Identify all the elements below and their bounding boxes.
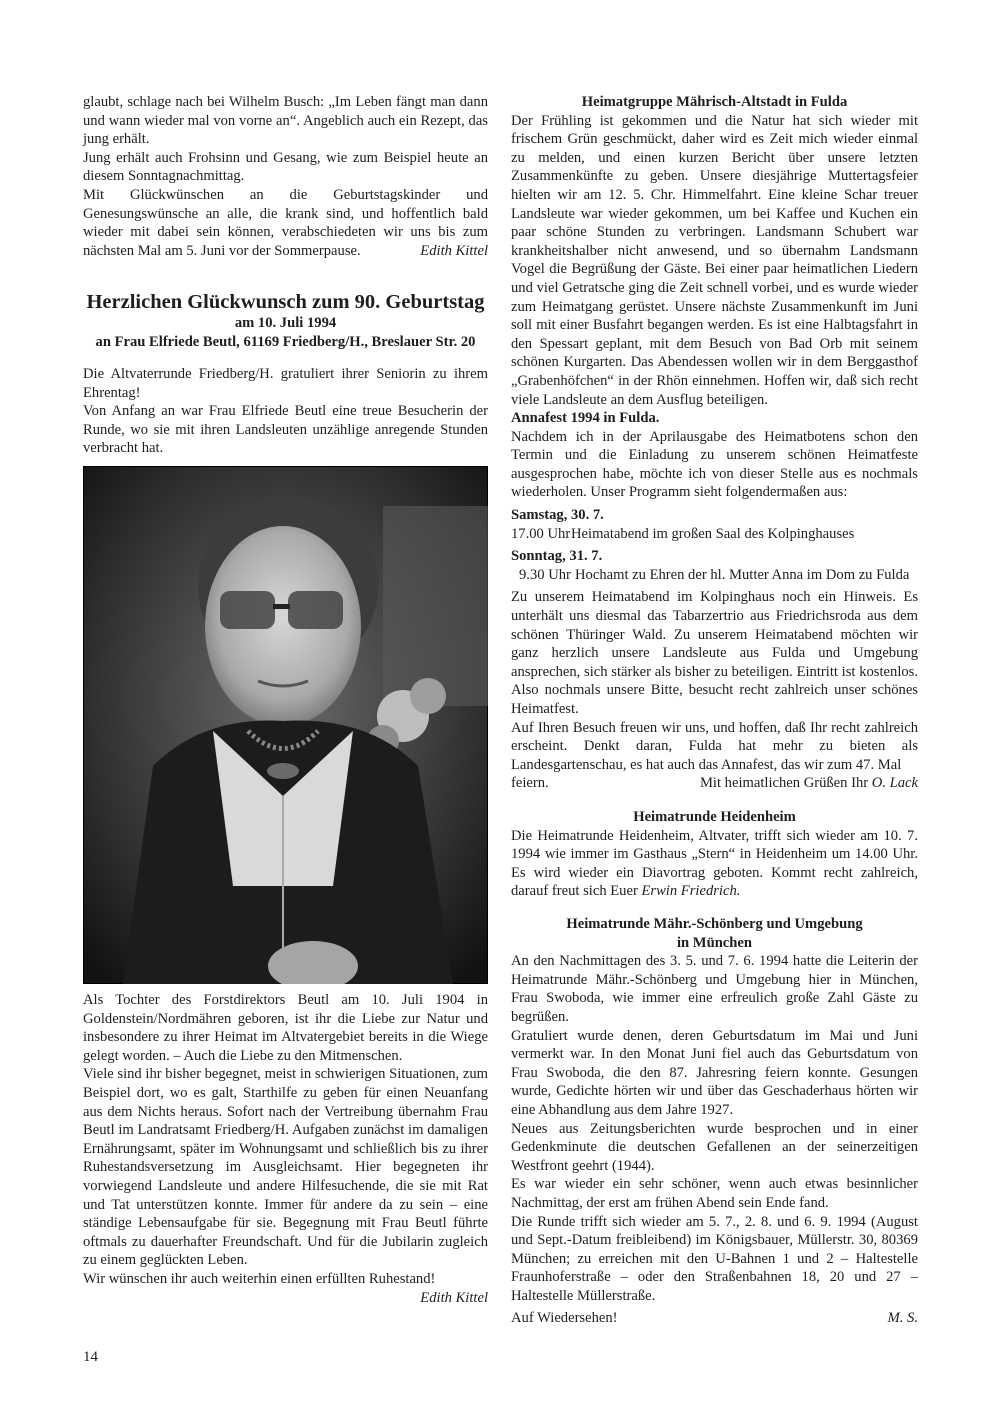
birthday-lead [83, 365, 488, 458]
paragraph: Wir wünschen ihr auch weiterhin einen erfüllten Ruhestand! [83, 1270, 436, 1287]
program-day-label: Samstag, 30. 7. [511, 507, 604, 524]
page-number: 14 [83, 1349, 98, 1365]
birthday-recipient: an Frau Elfriede Beutl, 61169 Friedberg/H., Breslauer Str. 20 [95, 333, 476, 350]
intro-section [83, 93, 488, 260]
program-event: Hochamt zu Ehren der hl. Mutter Anna im Dom zu Fulda [575, 566, 910, 583]
section-title: Heimatgruppe Mährisch-Altstadt in Fulda [581, 94, 848, 110]
paragraph-text: Die Heimatrunde Heidenheim, Altvater, trifft sich wieder am 10. 7. 1994 wie immer im Gasthaus „Stern“ in Heidenheim um 14.00 Uhr. Es wird wieder ein Diavortrag geboten. Kommt recht zahlreich, darauf freut sich Euer [511, 827, 918, 900]
closing-line [511, 1309, 918, 1328]
signature: Erwin Friedrich. [641, 883, 741, 900]
birthday-date: am 10. Juli 1994 [234, 315, 337, 331]
paragraph: Nachdem ich in der Aprilausgabe des Heimatbotens schon den Termin und die Einladung zu unserem schönen Heimatfeste ausgesprochen habe, möchte ich von dieser Stelle aus es nochmals wiederholen. Unser Programm sieht folgendermaßen aus: [511, 428, 918, 501]
program-item [511, 525, 918, 544]
greeting [700, 774, 918, 793]
paragraph: Die Runde trifft sich wieder am 5. 7., 2. 8. und 6. 9. 1994 (August und Sept.-Datum freibleibend) im Königsbauer, Müllerstr. 30, 80369 München; zu erreichen mit den U-Bahnen 1 und 2 – Haltestelle Fraunhoferstraße – oder den Straßenbahnen 18, 20 und 27 – Haltestelle Müllerstraße. [511, 1213, 918, 1304]
signature: Edith Kittel [420, 1289, 488, 1306]
signature: Edith Kittel [420, 242, 488, 259]
fulda-section [511, 93, 918, 793]
paragraph: Viele sind ihr bisher begegnet, meist in schwierigen Situationen, zum Beispiel dort, wo es galt, Starthilfe zu geben für einen Neuanfang aus dem Nichts heraus. Sofort nach der Vertreibung übernahm Frau Beutl im Landratsamt Friedberg/H. Aufgaben zunächst im damaligen Ernährungsamt, später im Wohnungsamt und schließlich bis zu ihrer Ruhestandsversetzung im Ausgleichsamt. Hier begegneten ihr vorwiegend Landsleute und andere Hilfesuchende, die sie mit Rat und Tat unterstützen konnte. Immer für andere da zu sein – eine ständige Lebensaufgabe für sie. Begegnung mit Frau Beutl führte oftmals zu dauerhafter Freundschaft. Und für die Jubilarin zugleich zu einem geglückten Leben. [83, 1066, 488, 1269]
greeting-text: Mit heimatlichen Grüßen Ihr [699, 775, 869, 792]
section-title: Heimatrunde Heidenheim [633, 809, 796, 825]
paragraph: Zu unserem Heimatabend im Kolpinghaus noch ein Hinweis. Es unterhält uns diesmal das Tabarzertrio aus Friedrichsroda aus dem schönen Thüringer Wald. Zu unserem Heimatabend möchten wir ganz herzlich unsere Landsleute aus Fulda und Umgebung ansprechen, sich stärker als bisher zu beteiligen. Eintritt ist kostenlos. Also nochmals unsere Bitte, besucht recht zahlreich unser schönes Heimatfest. [511, 589, 918, 717]
program-event: Heimatabend im großen Saal des Kolpinghauses [571, 525, 855, 542]
paragraph: Als Tochter des Forstdirektors Beutl am 10. Juli 1904 in Goldenstein/Nordmähren geboren, ist ihr die Liebe zur Natur und insbesondere zu ihrer Heimat im Altvatergebiet bereits in die Wiege gelegt worden. – Auch die Liebe zu den Mitmenschen. [83, 992, 488, 1064]
heidenheim-section [511, 808, 918, 901]
paragraph: Neues aus Zeitungsberichten wurde besprochen und in einer Gedenkminute die deutschen Gefallenen an der seinerzeitigen Westfront geehrt (1944). [511, 1120, 918, 1174]
birthday-title: Herzlichen Glückwunsch zum 90. Geburtstag [86, 291, 485, 313]
program-item [511, 566, 918, 585]
paragraph: Mit Glückwünschen an die Geburtstagskinder und Genesungswünsche an alle, die krank sind, und hoffentlich bald wieder mit dabei sein können, verabschiedeten wir uns bis zum nächsten Mal am 5. Juni vor der Sommerpause. [83, 186, 488, 259]
closing-word: feiern. [511, 775, 549, 792]
closing-line [511, 774, 918, 793]
birthday-body [83, 991, 488, 1307]
program-time: 9.30 Uhr [519, 566, 571, 583]
paragraph: An den Nachmittagen des 3. 5. und 7. 6. 1994 hatte die Leiterin der Heimatrunde Mähr.-Schönberg und Umgebung hier in München, Frau Swoboda, wie immer eine erfreulich große Zahl Gäste zu begrüßen. [511, 953, 918, 1025]
paragraph: Die Altvaterrunde Friedberg/H. gratuliert ihrer Seniorin zu ihrem Ehrentag! [83, 366, 488, 401]
paragraph: glaubt, schlage nach bei Wilhelm Busch: „Im Leben fängt man dann und wann wieder mal von vorne an“. Angeblich auch ein Rezept, das jung erhält. [83, 94, 488, 148]
paragraph: Der Frühling ist gekommen und die Natur hat sich wieder mit frischem Grün geschmückt, daher wird es Zeit mich wieder einmal zu melden, und einen kurzen Bericht über unsere letzten Zusammenkünfte zu geben. Unsere diesjährige Muttertagsfeier hielten wir am 12. 5. Chr. Himmelfahrt. Eine kleine Schar treuer Landsleute war wieder gekommen, um bei Kaffee und Kuchen ein paar schöne Stunden zu verbringen. Landsmann Schubert war krankheitshalber nicht anwesend, und so übernahm Landsmann Vogel die Begrüßung der Gäste. Bei einer paar heimatlichen Liedern und viel Getratsche ging die Zeit schnell vorbei, und es wurde wieder zum Heimatgang gerüstet. Unsere nächste Zusammenkunft im Juni soll mit einer Busfahrt begangen werden. Es ist eine Halbtagsfahrt in den Spessart geplant, mit dem Besuch von Bad Orb mit seinem schönen Kurgarten. Das Abendessen wollen wir in dem Berggasthof „Grabenhöfchen“ in der Rhön einnehmen. Hoffen wir, daß sich recht viele Landsleute an dem Ausflug beteiligen. [511, 112, 918, 408]
paragraph: Jung erhält auch Frohsinn und Gesang, wie zum Beispiel heute an diesem Sonntagnachmittag. [83, 149, 488, 185]
paragraph: Gratuliert wurde denen, deren Geburtsdatum im Mai und Juni vermerkt war. In den Monat Juni fiel auch das Geburtsdatum von Frau Swoboda, die den 87. Jahresring feiern konnte. Gesungen wurde, Gedichte hörten wir und über das Geschaderhaus hörten wir eine Abhandlung aus dem Jahre 1927. [511, 1027, 918, 1118]
signature: M. S. [887, 1310, 918, 1327]
paragraph: Es war wieder ein sehr schöner, wenn auch etwas besinnlicher Nachmittag, der erst am frühen Abend sein Ende fand. [511, 1176, 918, 1211]
portrait-photo [83, 466, 488, 984]
paragraph: Auf Ihren Besuch freuen wir uns, und hoffen, daß Ihr recht zahlreich erscheint. Denkt daran, Fulda hat mehr zu bieten als Landesgartenschau, es hat auch das Annafest, das wir zum 47. Mal [511, 719, 918, 773]
paragraph [511, 827, 918, 901]
section-title-line2: in München [676, 934, 752, 951]
program-time: 17.00 Uhr [511, 525, 571, 542]
subheading: Annafest 1994 in Fulda. [511, 410, 660, 427]
muenchen-section [511, 915, 918, 1328]
signature: O. Lack [871, 775, 918, 792]
farewell: Auf Wiedersehen! [511, 1310, 618, 1327]
birthday-heading [83, 290, 488, 351]
paragraph: Von Anfang an war Frau Elfriede Beutl eine treue Besucherin der Runde, wo sie mit ihren Landsleuten unzählige anregende Stunden verbracht hat. [83, 403, 488, 457]
section-title: Heimatrunde Mähr.-Schönberg und Umgebung [566, 916, 863, 932]
program-day-label: Sonntag, 31. 7. [511, 548, 603, 565]
